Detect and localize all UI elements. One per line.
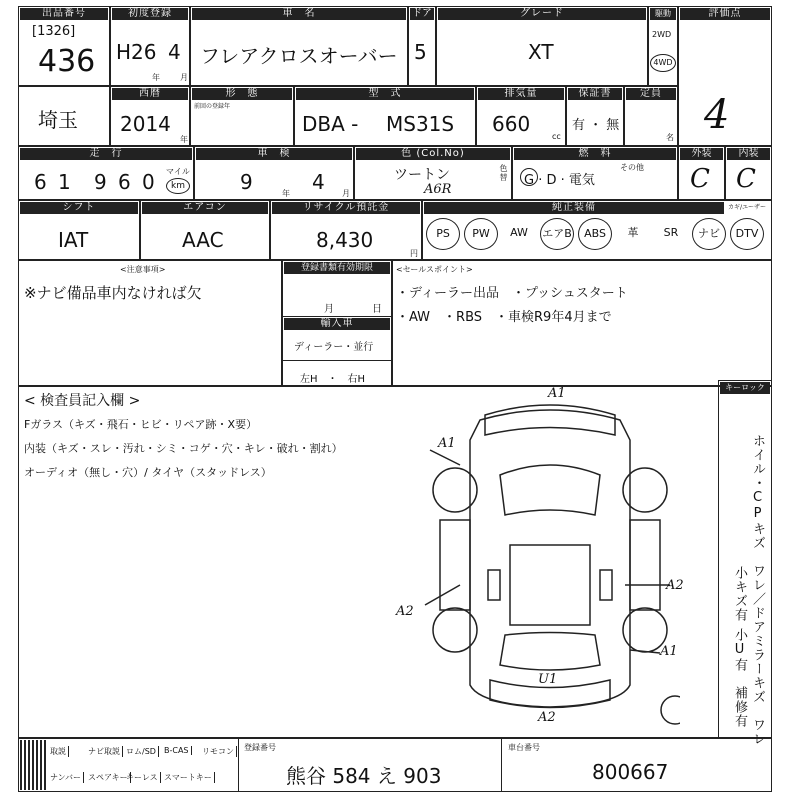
first-reg-label: 初度登録 [112, 8, 188, 20]
roof [510, 545, 590, 625]
caution-text: ※ナビ備品車内なければ欠 [24, 284, 202, 302]
mileage-digit: 6 [34, 170, 47, 194]
drive-label: 駆動 [650, 8, 676, 20]
inspect-label: 車 検 [196, 148, 352, 160]
inspector-title: < 検査員記入欄 > [24, 393, 141, 409]
color-label: 色 (Col.No) [356, 148, 510, 160]
equipment-item: PW [464, 218, 498, 250]
key-user-label: カギ/ユーザー [728, 204, 767, 211]
fuel-value: G · D · 電気 [524, 173, 595, 188]
damage-mark: A2 [396, 604, 414, 619]
equipment-item: PS [426, 218, 460, 250]
capacity-unit: 名 [666, 133, 674, 142]
type-label: 形 態 [192, 88, 292, 100]
equipment-item: ABS [578, 218, 612, 250]
equipment-item: 革 [627, 226, 639, 239]
equipment-item: エアB [540, 218, 574, 250]
warranty-value: 有 ・ 無 [572, 118, 620, 133]
hood [500, 465, 600, 515]
ac-label: エアコン [142, 202, 268, 214]
exterior-label: 外装 [680, 148, 723, 160]
register-divider [282, 316, 392, 317]
recycle-label: リサイクル預託金 [272, 202, 420, 214]
inspect-year: 9 [240, 170, 253, 194]
sales-line: ・ディーラー出品 ・プッシュスタート [396, 286, 628, 301]
register-month: 月 [324, 304, 334, 315]
mirror-left [488, 570, 500, 600]
small-note: 補修有 [732, 686, 747, 728]
inspect-tsuki: 月 [342, 189, 350, 198]
model-code: MS31S [386, 112, 455, 136]
equipment-item: ナビ [692, 218, 726, 250]
iro-label: 色替 [499, 164, 508, 182]
plate-label: 登録番号 [244, 743, 276, 752]
damage-mark: A2 [666, 578, 684, 593]
lot-label: 出品番号 [20, 8, 108, 20]
equip-label: 純正装備 [424, 202, 724, 214]
mark-line [430, 450, 460, 465]
footer-item: ナビ取説 [86, 746, 123, 757]
color-value: ツートン [394, 167, 450, 183]
equipment-item: AW [510, 226, 528, 239]
car-outline [470, 410, 630, 707]
fuel-label: 燃 料 [514, 148, 676, 160]
handle-divider [282, 360, 392, 361]
footer-item: ナンバー [48, 772, 84, 783]
mileage-label: 走 行 [20, 148, 192, 160]
inspector-line: Fガラス（キズ・飛石・ヒビ・リペア跡・X要） [24, 418, 258, 431]
equipment-item: DTV [730, 218, 764, 250]
plate-value: 熊谷 584 え 903 [286, 764, 442, 788]
mileage-digit: 0 [142, 170, 155, 194]
color-no: A6R [424, 182, 452, 197]
caution-label: <注意事項> [120, 265, 166, 274]
model-label: 型 式 [296, 88, 474, 100]
model-prefix: DBA - [302, 112, 359, 136]
mirror-right [600, 570, 612, 600]
vin-label: 車台番号 [508, 743, 540, 752]
score-mark-circle [661, 696, 680, 724]
lot-number: 436 [38, 44, 96, 79]
inspector-line: 内装（キズ・スレ・汚れ・シミ・コゲ・穴・キレ・破れ・割れ） [24, 442, 343, 455]
fuel-other: その他 [620, 163, 644, 172]
inspect-nen: 年 [282, 189, 290, 198]
first-reg-tsuki: 月 [180, 73, 188, 82]
mileage-digit: 9 [94, 170, 107, 194]
warranty-label: 保証書 [568, 88, 622, 100]
year-unit: 年 [180, 135, 188, 144]
wheel-note: ホイル・CPキズ ワレ／ドアミラーキズ ワレ [750, 434, 765, 746]
cc-label: 排気量 [478, 88, 564, 100]
mileage-digit: 6 [118, 170, 131, 194]
first-reg-era: H26 [116, 40, 157, 64]
year-label: 西暦 [112, 88, 188, 100]
footer-item: 取説 [48, 746, 69, 757]
recycle-yen: 円 [410, 249, 418, 258]
km-unit-circle [166, 178, 190, 194]
footer-barcode [20, 740, 48, 790]
sales-line: ・AW ・RBS ・車検R9年4月まで [396, 310, 612, 325]
interior-value: C [736, 164, 756, 194]
score-value: 4 [704, 92, 730, 138]
type-note: 前回の登録年 [194, 103, 231, 110]
doors-value: 5 [414, 40, 427, 64]
rear-glass [500, 633, 600, 671]
inspect-month: 4 [312, 170, 325, 194]
damage-mark: A1 [438, 436, 456, 451]
km-unit: km [171, 181, 185, 191]
mileage-digit: 1 [58, 170, 71, 194]
mile-unit: マイル [166, 167, 190, 176]
first-reg-month: 4 [168, 40, 181, 64]
score-label: 評価点 [680, 8, 770, 20]
footer-item: スマートキー [162, 772, 215, 783]
footer-item: ロム/SD [124, 746, 159, 757]
recycle-value: 8,430 [316, 228, 374, 252]
shift-value: IAT [58, 228, 89, 252]
keylock-label: キーロック [720, 382, 770, 394]
door-left [440, 520, 470, 610]
register-label: 登録書類有効期限 [284, 262, 390, 274]
drive-2wd: 2WD [652, 30, 672, 39]
damage-mark: A1 [660, 644, 678, 659]
lot-bracket: [1326] [32, 24, 76, 39]
damage-mark: A1 [548, 386, 566, 401]
drive-4wd-circle [650, 54, 676, 72]
small-note: 小U有 [732, 628, 747, 672]
mark-line [425, 585, 460, 605]
car-name: フレアクロスオーバー [200, 44, 398, 68]
footer-item: キーレス [124, 772, 161, 783]
vin-value: 800667 [592, 760, 669, 784]
damage-mark: U1 [538, 672, 558, 687]
capacity-label: 定員 [626, 88, 676, 100]
register-day: 日 [372, 304, 382, 315]
import-label: 輸入車 [284, 318, 390, 330]
small-note: 小キズ有 [732, 566, 747, 622]
year-value: 2014 [120, 112, 171, 136]
cc-value: 660 [492, 112, 531, 136]
first-reg-nen: 年 [152, 73, 160, 82]
damage-mark: A2 [538, 710, 556, 725]
footer-item: スペアキー [86, 772, 131, 783]
inspector-line: オーディオ（無し・穴）/ タイヤ（スタッドレス） [24, 466, 272, 479]
door-right [630, 520, 660, 610]
footer-item: リモコン [200, 746, 237, 757]
cc-unit: cc [552, 132, 561, 141]
exterior-value: C [690, 164, 710, 194]
car-name-label: 車 名 [192, 8, 406, 20]
doors-label: ドア [410, 8, 434, 20]
equipment-item: SR [663, 226, 679, 239]
footer-item: B-CAS [162, 746, 192, 755]
handle-value: 左H ・ 右H [300, 374, 366, 385]
region: 埼玉 [38, 108, 78, 132]
ac-value: AAC [182, 228, 224, 252]
interior-label: 内装 [727, 148, 770, 160]
sales-label: <セールスポイント> [396, 265, 473, 274]
caution-cell [18, 260, 282, 386]
drive-4wd: 4WD [653, 58, 673, 67]
grade-value: XT [528, 40, 554, 64]
grade-label: グレード [438, 8, 646, 20]
shift-label: シフト [20, 202, 138, 214]
dealer-value: ディーラー・並行 [294, 342, 374, 353]
